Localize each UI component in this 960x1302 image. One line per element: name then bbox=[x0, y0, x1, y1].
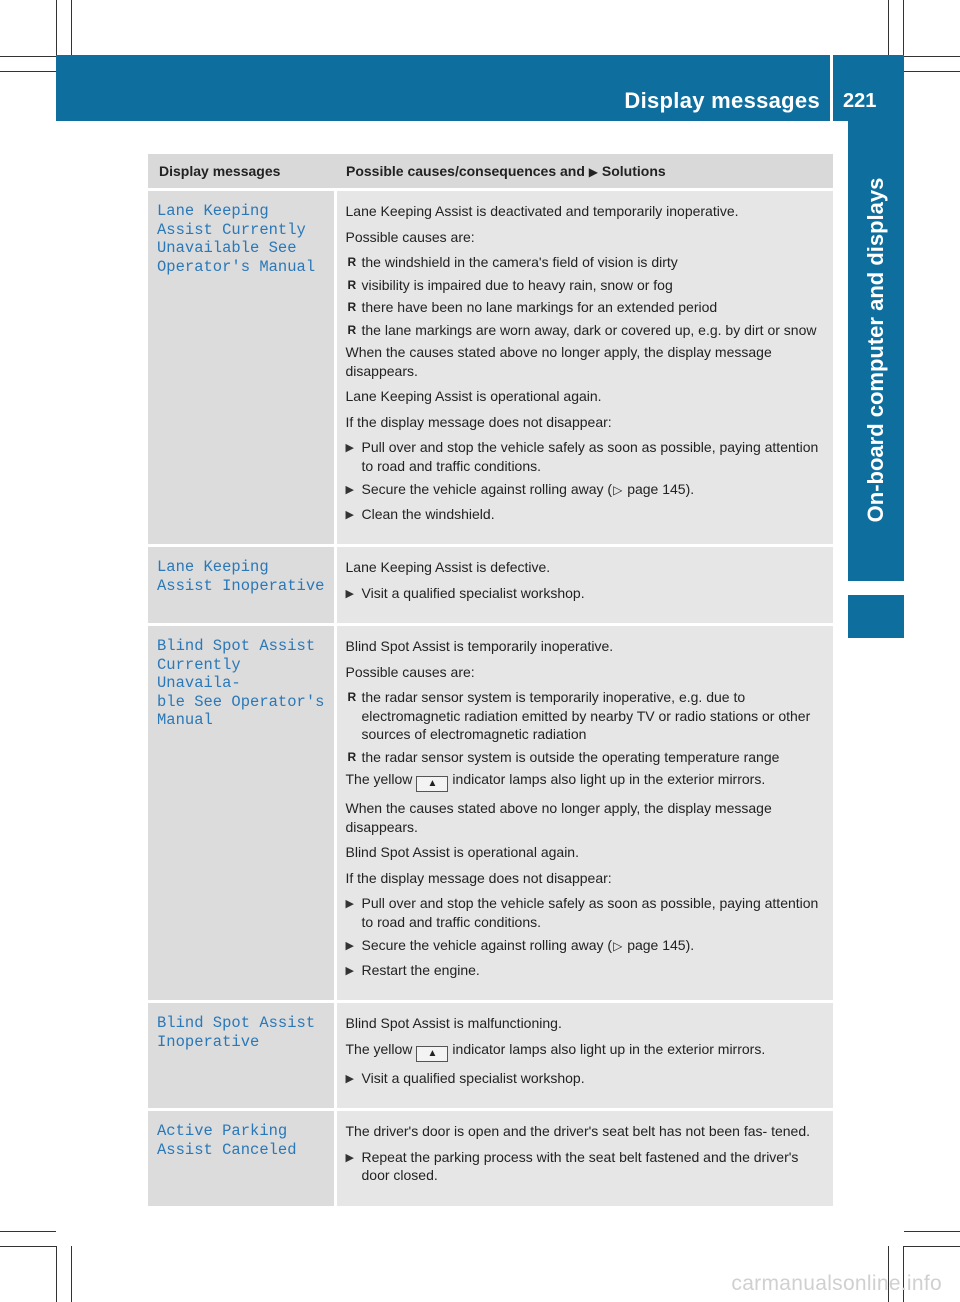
action-step: ▶ Visit a qualified specialist workshop. bbox=[346, 1069, 825, 1088]
page-title: Display messages bbox=[624, 88, 820, 113]
crop-mark bbox=[0, 56, 56, 57]
display-message-code: Blind Spot Assist Inoperative bbox=[148, 1002, 335, 1110]
action-step: ▶ Pull over and stop the vehicle safely as soon as possible, paying attention to road and traffic conditions. bbox=[346, 894, 825, 931]
action-step: ▶ Pull over and stop the vehicle safely as soon as possible, paying attention to road and traffic conditions. bbox=[346, 438, 825, 475]
crop-mark bbox=[903, 0, 904, 56]
crop-mark bbox=[56, 0, 57, 56]
column-header-solutions bbox=[335, 154, 833, 190]
crop-mark bbox=[0, 71, 56, 72]
table-row bbox=[148, 546, 833, 625]
bullet-item: R there have been no lane markings for an extended period bbox=[346, 298, 825, 317]
action-step bbox=[346, 480, 825, 500]
page-reference-link[interactable]: page 145). bbox=[627, 481, 695, 497]
bullet-item: R the windshield in the camera's field of vision is dirty bbox=[346, 253, 825, 272]
crop-mark bbox=[904, 71, 960, 72]
text-paragraph: Possible causes are: bbox=[345, 663, 475, 680]
column-header-messages: Display messages bbox=[148, 154, 335, 190]
table-row bbox=[148, 1002, 833, 1110]
solution-cell bbox=[335, 190, 833, 546]
table-header-row bbox=[148, 154, 833, 190]
crop-mark bbox=[71, 0, 72, 56]
table-row bbox=[148, 1110, 833, 1208]
text-paragraph: If the display message does not disappear: bbox=[345, 413, 612, 430]
display-messages-table bbox=[148, 154, 833, 1209]
side-marker-block bbox=[848, 595, 904, 638]
page-reference-link[interactable]: page 145). bbox=[627, 937, 695, 953]
crop-mark bbox=[56, 1246, 57, 1302]
display-message-code: Lane Keeping Assist Currently Unavailable See Operator's Manual bbox=[148, 190, 335, 546]
page-number: 221 bbox=[843, 90, 877, 112]
display-message-code: Active Parking Assist Canceled bbox=[148, 1110, 335, 1208]
action-step: ▶ Repeat the parking process with the seat belt fastened and the driver's door closed. bbox=[346, 1148, 825, 1185]
action-arrow-icon: ▶ bbox=[588, 165, 599, 179]
table-row bbox=[148, 190, 833, 546]
watermark: carmanualsonline.info bbox=[731, 1272, 942, 1295]
blind-spot-warning-icon: ▲ bbox=[416, 1046, 448, 1062]
column-header-suffix: Solutions bbox=[601, 163, 666, 179]
text-paragraph: Blind Spot Assist is temporarily inoperative. bbox=[345, 638, 614, 654]
action-step: ▶ Clean the windshield. bbox=[346, 505, 825, 524]
solution-cell bbox=[335, 1002, 833, 1110]
text-paragraph: When the causes stated above no longer apply, the display message disappears. bbox=[345, 800, 772, 835]
bullet-item: R visibility is impaired due to heavy rain, snow or fog bbox=[346, 276, 825, 295]
crop-mark bbox=[904, 1246, 960, 1247]
action-step: ▶ Restart the engine. bbox=[346, 961, 825, 980]
crop-mark bbox=[904, 56, 960, 57]
crop-mark bbox=[904, 1231, 960, 1232]
bullet-item: R the radar sensor system is temporarily inoperative, e.g. due to electromagnetic radiation emitted by nearby TV or radio stations or other sources of electromagnetic radiation bbox=[346, 688, 825, 744]
blind-spot-warning-icon: ▲ bbox=[416, 776, 448, 792]
crop-mark bbox=[71, 1246, 72, 1302]
bullet-item: R the lane markings are worn away, dark or covered up, e.g. by dirt or snow bbox=[346, 321, 825, 340]
action-step bbox=[346, 936, 825, 956]
display-message-code: Lane Keeping Assist Inoperative bbox=[148, 546, 335, 625]
text-paragraph: Possible causes are: bbox=[345, 228, 475, 245]
solution-cell bbox=[335, 1110, 833, 1208]
bullet-item: R the radar sensor system is outside the operating temperature range bbox=[346, 748, 825, 767]
display-message-code: Blind Spot Assist Currently Unavaila‐ ble See Operator's Manual bbox=[148, 625, 335, 1002]
crop-mark bbox=[0, 1231, 56, 1232]
side-tab-label: On-board computer and displays bbox=[863, 177, 888, 523]
text-paragraph: The driver's door is open and the driver's seat belt has not been fas‐ tened. bbox=[345, 1123, 811, 1139]
page-reference-icon: ▷ bbox=[613, 939, 623, 953]
text-paragraph: Lane Keeping Assist is deactivated and temporarily inoperative. bbox=[345, 203, 739, 219]
header-divider bbox=[830, 55, 833, 121]
action-step: ▶ Visit a qualified specialist workshop. bbox=[346, 584, 825, 603]
table-row bbox=[148, 625, 833, 1002]
solution-cell bbox=[335, 546, 833, 625]
crop-mark bbox=[0, 1246, 56, 1247]
text-paragraph: Blind Spot Assist is malfunctioning. bbox=[345, 1015, 562, 1031]
action-text: Secure the vehicle against rolling away ( bbox=[361, 481, 613, 497]
action-text: Secure the vehicle against rolling away ( bbox=[361, 937, 613, 953]
text-paragraph: Blind Spot Assist is operational again. bbox=[345, 844, 579, 860]
column-header-prefix: Possible causes/consequences and bbox=[346, 163, 585, 179]
text-fragment: The yellow bbox=[345, 1040, 413, 1057]
text-paragraph: If the display message does not disappear: bbox=[345, 869, 612, 886]
crop-mark bbox=[888, 0, 889, 56]
text-fragment: The yellow bbox=[345, 771, 413, 787]
text-paragraph bbox=[346, 1040, 825, 1062]
solution-cell bbox=[335, 625, 833, 1002]
page-header bbox=[56, 55, 904, 121]
text-fragment: indicator lamps also light up in the exterior mirrors. bbox=[452, 1040, 766, 1057]
text-paragraph bbox=[346, 770, 825, 792]
page-reference-icon: ▷ bbox=[613, 483, 623, 497]
text-paragraph: Lane Keeping Assist is operational again. bbox=[345, 388, 602, 404]
text-paragraph: When the causes stated above no longer apply, the display message disappears. bbox=[345, 344, 772, 379]
text-paragraph: Lane Keeping Assist is defective. bbox=[345, 559, 551, 575]
text-fragment: indicator lamps also light up in the exterior mirrors. bbox=[452, 771, 766, 787]
